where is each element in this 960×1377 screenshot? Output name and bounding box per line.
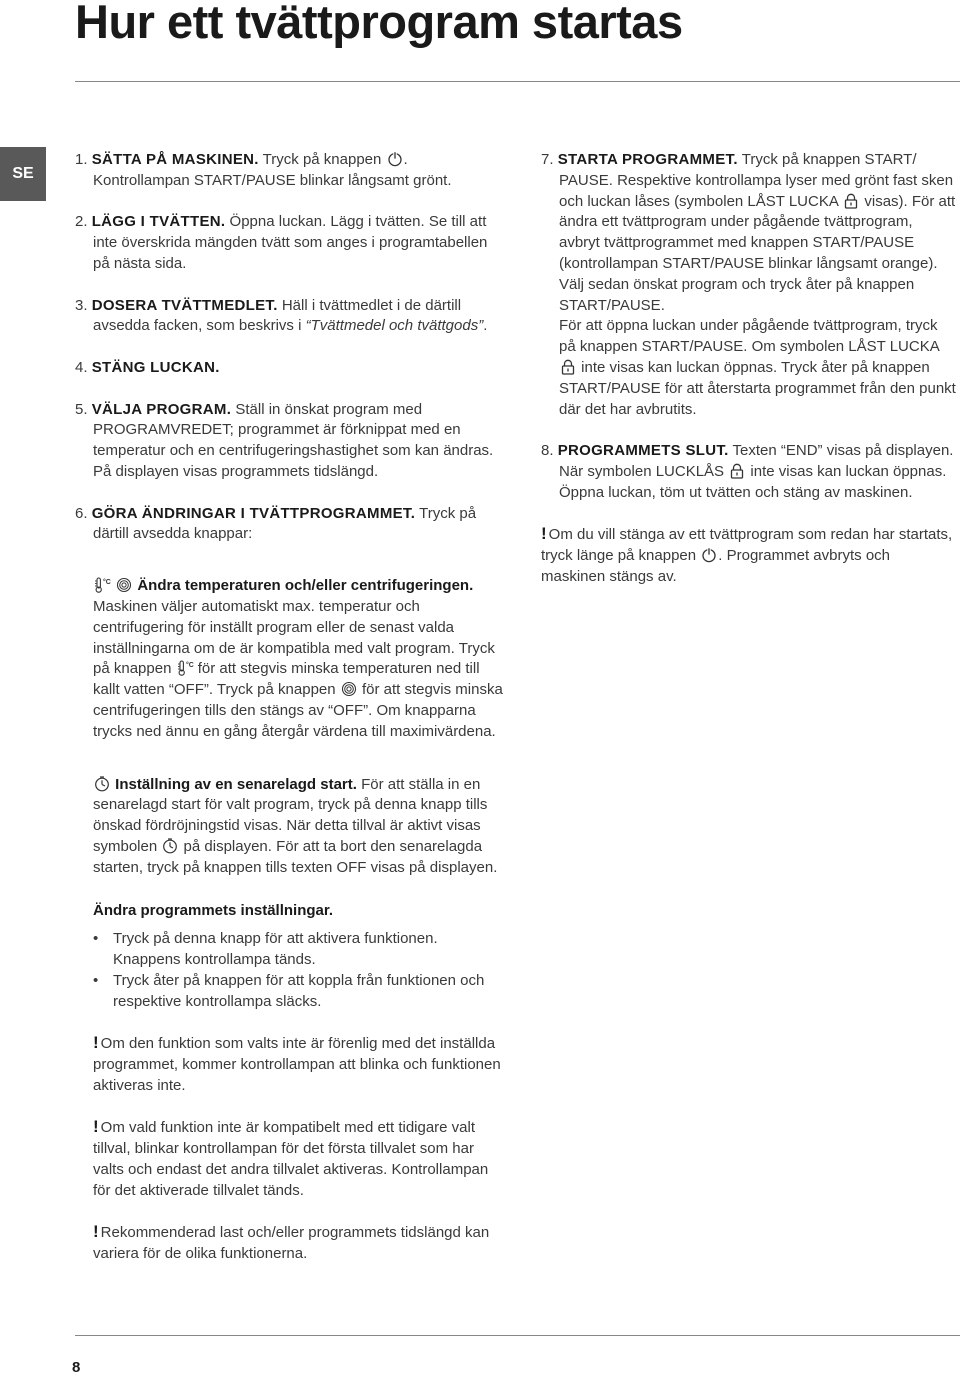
- settings-list: [75, 929, 505, 1012]
- step-8: 8. PROGRAMMETS SLUT. Texten “END” visas på displayen. När symbolen LUCKLÅS inte visas kan luckan öppnas. Öppna luckan, töm ut tvätten och stäng av maskinen.: [541, 442, 954, 501]
- lock-icon: [729, 463, 745, 479]
- lock-icon: [560, 359, 576, 375]
- temp-spin-heading: Ändra temperaturen och/eller centrifugeringen.: [137, 577, 474, 595]
- delay-start-section: Inställning av en senarelagd start. För att ställa in en senarelagd start för valt program, tryck på denna knapp tills önskad fördröjningstid visas. När detta tillval är aktivt visas symbolen på displayen. För att ta bort den senarelagda starten, tryck på knappen tills texten OFF visas på displayen.: [93, 775, 498, 876]
- note-2: ! Om vald funktion inte är kompatibelt med ett tidigare valt tillval, blinkar kontrollampan för det första tillvalet som har valts och endast det andra tillvalet aktiveras. Kontrollampan för det aktiverade tillvalet tänds.: [93, 1117, 489, 1199]
- step-6: 6. GÖRA ÄNDRINGAR I TVÄTTPROGRAMMET. Tryck på därtill avsedda knappar:: [75, 504, 477, 543]
- clock-icon: [94, 776, 110, 792]
- delay-start-heading: Inställning av en senarelagd start.: [115, 775, 357, 793]
- step-4: 4. STÄNG LUCKAN.: [75, 358, 220, 376]
- step-2-heading: LÄGG I TVÄTTEN.: [91, 213, 226, 231]
- thermometer-icon: [94, 577, 110, 593]
- spin-icon: [116, 577, 132, 593]
- step-5: 5. VÄLJA PROGRAM. Ställ in önskat program med PROGRAMVREDET; programmet är förknippat med en temperatur och en centrifugeringshastighet som kan ändras. På displayen visas programmets tidslängd.: [75, 400, 494, 480]
- spin-icon: [341, 681, 357, 697]
- power-icon: [701, 547, 717, 563]
- warning-mark: !: [93, 1033, 99, 1053]
- left-column: [75, 150, 505, 1265]
- page-title: Hur ett tvättprogram startas: [75, 0, 683, 48]
- step-7: 7. STARTA PROGRAMMET. Tryck på knappen START/ PAUSE. Respektive kontrollampa lyser med grönt fast sken och luckan låses (symbolen LÅST LUCKA visas). För att ändra ett tvättprogram under pågående tvättprogram, avbryt tvättprogrammet med knappen START/PAUSE (kontrollampan START/PAUSE blinkar långsamt orange). Välj sedan önskat program och tryck åter på knappen START/PAUSE. För att öppna luckan under pågående tvättprogram, tryck på knappen START/PAUSE. Om symbolen LÅST LUCKA inte visas kan luckan öppnas. Tryck åter på knappen START/PAUSE för att återstarta programmet från den punkt där det har avbrutits.: [541, 151, 956, 418]
- warning-mark: !: [93, 1117, 99, 1137]
- step-4-heading: STÄNG LUCKAN.: [91, 358, 220, 376]
- warning-mark: !: [541, 524, 547, 544]
- temp-spin-section: °C Ändra temperaturen och/eller centrifugeringen. Maskinen väljer automatiskt max. temperatur och centrifugering för inställt program eller de senast valda inställningarna om de är kompatibla med valt program. Tryck på knappen °C för att stegvis minska temperaturen ned till kallt vatten “OFF”. Tryck på knappen för att stegvis minska centrifugeringen tills den stängs av “OFF”. Om knapparna trycks ned ännu en gång återgår värdena till maximivärdena.: [93, 577, 503, 740]
- list-item: • Tryck på denna knapp för att aktivera funktionen. Knappens kontrollampa tänds.: [93, 929, 505, 971]
- step-2: 2. LÄGG I TVÄTTEN. Öppna luckan. Lägg i tvätten. Se till att inte överskrida mängden tvätt som anges i programtabellen på nästa sida.: [75, 213, 488, 272]
- step-1-heading: SÄTTA PÅ MASKINEN.: [91, 151, 259, 168]
- lock-icon: [843, 193, 859, 209]
- note-1: ! Om den funktion som valts inte är förenlig med det inställda programmet, kommer kontrollampan att blinka och funktionen aktiveras inte.: [93, 1033, 501, 1094]
- right-column: [541, 150, 956, 588]
- language-tab: SE: [0, 147, 46, 201]
- title-divider: [75, 81, 960, 82]
- note-3: ! Rekommenderad last och/eller programmets tidslängd kan variera för de olika funktionerna.: [93, 1222, 490, 1263]
- step-5-heading: VÄLJA PROGRAM.: [91, 400, 232, 418]
- thermometer-icon: [177, 660, 193, 676]
- power-icon: [387, 151, 403, 167]
- warning-mark: !: [93, 1222, 99, 1242]
- settings-section: [75, 901, 505, 1013]
- svg-text:°C: °C: [103, 579, 111, 587]
- page-number: 8: [72, 1359, 81, 1376]
- step-3: 3. DOSERA TVÄTTMEDLET. Häll i tvättmedlet i de därtill avsedda facken, som beskrivs i “Tvättmedel och tvättgods”.: [75, 296, 488, 335]
- settings-heading: Ändra programmets inställningar.: [93, 901, 334, 919]
- footer-divider: [75, 1335, 960, 1336]
- step-8-heading: PROGRAMMETS SLUT.: [557, 442, 729, 460]
- clock-icon: [162, 838, 178, 854]
- step-7-heading: STARTA PROGRAMMET.: [557, 151, 738, 168]
- svg-text:°C: °C: [185, 662, 194, 670]
- note-4: ! Om du vill stänga av ett tvättprogram som redan har startats, tryck länge på knappen . Programmet avbryts och maskinen stängs av.: [541, 524, 953, 585]
- step-1: 1. SÄTTA PÅ MASKINEN. Tryck på knappen . Kontrollampan START/PAUSE blinkar långsamt grönt.: [75, 151, 452, 189]
- step-6-heading: GÖRA ÄNDRINGAR I TVÄTTPROGRAMMET.: [91, 504, 416, 522]
- step-3-heading: DOSERA TVÄTTMEDLET.: [91, 296, 278, 314]
- list-item: • Tryck åter på knappen för att koppla från funktionen och respektive kontrollampa släcks.: [93, 971, 505, 1013]
